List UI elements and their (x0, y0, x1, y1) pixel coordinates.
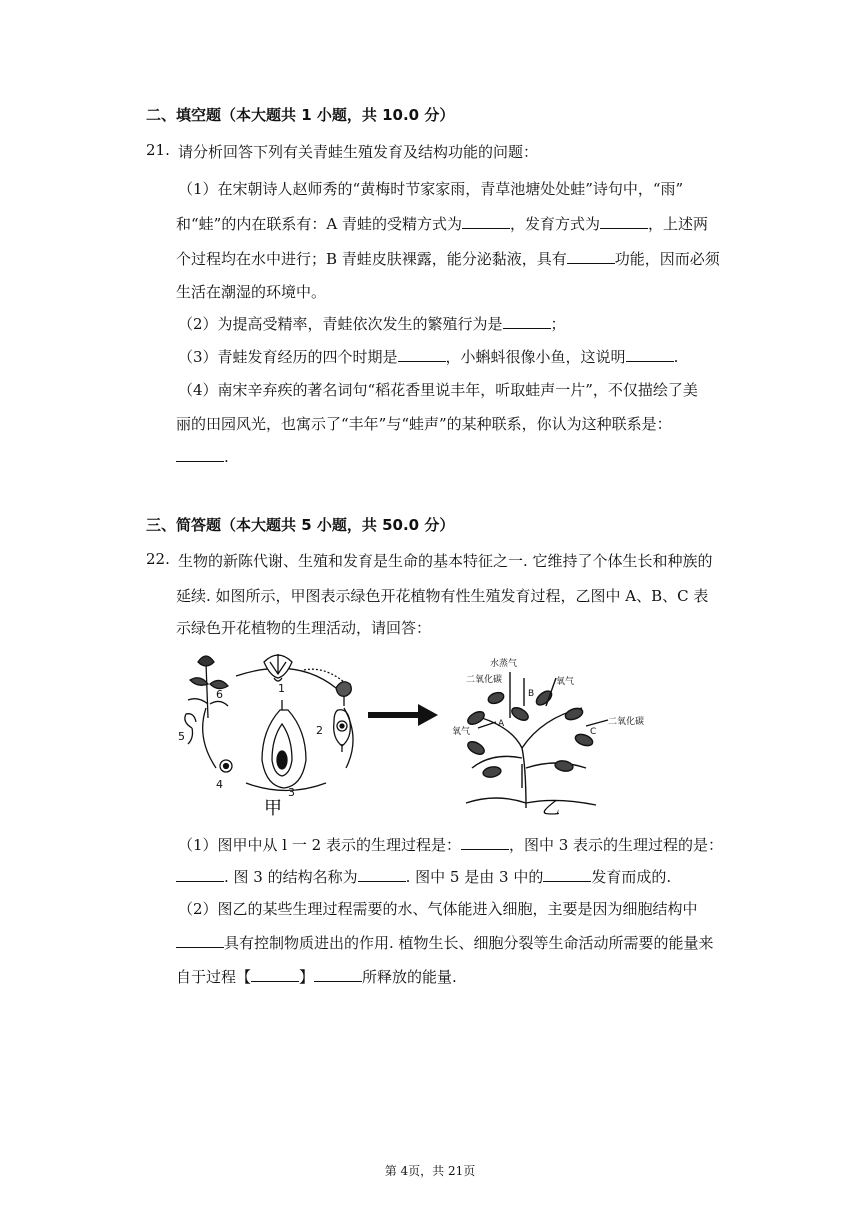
answer-blank[interactable] (314, 967, 362, 982)
answer-blank[interactable] (251, 967, 299, 982)
section-title-fill-in: 二、填空题（本大题共 1 小题，共 10.0 分） (146, 106, 455, 124)
answer-blank[interactable] (503, 314, 551, 329)
answer-blank[interactable] (358, 867, 406, 882)
pistil-icon (336, 682, 351, 706)
answer-blank[interactable] (176, 933, 224, 948)
q21-part1-line-a: （1）在宋朝诗人赵师秀的“黄梅时节家家雨，青草池塘处处蛙”诗句中，“雨” (178, 180, 684, 198)
q22-part1-line-a: （1）图甲中从 l 一 2 表示的生理过程是： ，图中 3 表示的生理过程的是： (178, 836, 724, 854)
co2-label-right: 二氧化碳 (608, 717, 645, 727)
letter-c-label: C (590, 727, 597, 737)
big-arrow-icon (368, 704, 438, 726)
q21-part1-line-b: 和“蛙”的内在联系有：A 青蛙的受精方式为 ，发育方式为 ，上述两 (176, 215, 708, 233)
yi-label: 乙 (542, 798, 560, 818)
question-21-stem: 请分析回答下列有关青蛙生殖发育及结构功能的问题： (178, 143, 539, 161)
q22-part2-line-a: （2）图乙的某些生理过程需要的水、气体能进入细胞，主要是因为细胞结构中 (178, 900, 698, 918)
q21-part1-line-d: 生活在潮湿的环境中。 (176, 283, 327, 301)
jia-label: 甲 (264, 798, 282, 818)
q21-part3-line: （3）青蛙发育经历的四个时期是 ，小蝌蚪很像小鱼，这说明 . (178, 348, 679, 366)
answer-blank[interactable] (461, 835, 509, 850)
cycle-number-4: 4 (216, 778, 223, 791)
answer-blank[interactable] (176, 447, 224, 462)
answer-blank[interactable] (398, 347, 446, 362)
page-footer: 第 4页，共 21页 (384, 1164, 476, 1178)
cycle-number-5: 5 (178, 730, 185, 743)
q22-stem-line-c: 示绿色开花植物的生理活动，请回答： (176, 619, 432, 637)
co2-out-arrow (586, 720, 608, 726)
seedling-icon (185, 714, 196, 744)
q21-part4-line-b: 丽的田园风光，也寓示了“丰年”与“蛙声”的某种联系，你认为这种联系是： (176, 415, 672, 433)
oxygen-in-arrow (478, 722, 496, 728)
q22-part2-line-b: 具有控制物质进出的作用. 植物生长、细胞分裂等生命活动所需要的能量来 (176, 932, 714, 953)
section-title-short-answer: 三、简答题（本大题共 5 小题，共 50.0 分） (146, 516, 455, 534)
answer-blank[interactable] (543, 867, 591, 882)
cycle-number-3: 3 (288, 786, 295, 799)
cycle-number-1: 1 (278, 682, 285, 695)
letter-a-label: A (498, 719, 505, 729)
answer-blank[interactable] (176, 867, 224, 882)
oxygen-label-right: 氧气 (556, 677, 575, 687)
jia-diagram (185, 654, 353, 791)
q22-stem-line-b: 延续. 如图所示，甲图表示绿色开花植物有性生殖发育过程，乙图中 A、B、C 表 (176, 587, 709, 605)
co2-label-left: 二氧化碳 (466, 675, 503, 685)
answer-blank[interactable] (600, 214, 648, 229)
question-number-22: 22. (146, 550, 170, 568)
plant-diagram-figure (176, 648, 666, 818)
cycle-number-6: 6 (216, 688, 223, 701)
oxygen-label-left: 氧气 (452, 727, 471, 737)
q22-stem-line-a: 生物的新陈代谢、生殖和发育是生命的基本特征之一. 它维持了个体生长和种族的 (178, 552, 713, 570)
q21-part4-line-c: . (176, 447, 229, 466)
flowering-plant-icon (188, 656, 228, 718)
water-vapor-label: 水蒸气 (490, 659, 518, 669)
plant-branches (472, 708, 586, 808)
answer-blank[interactable] (626, 347, 674, 362)
fertilization-ovule-icon (262, 700, 306, 788)
q22-part1-line-b: . 图 3 的结构名称为 . 图中 5 是由 3 中的 发育而成的. (176, 866, 671, 887)
answer-blank[interactable] (462, 214, 510, 229)
question-number-21: 21. (146, 141, 170, 159)
answer-blank[interactable] (567, 249, 615, 264)
seed-icon (220, 760, 232, 772)
yi-diagram (466, 672, 608, 808)
letter-b-label: B (528, 689, 535, 699)
q21-part4-line-a: （4）南宋辛弃疾的著名词句“稻花香里说丰年，听取蛙声一片”，不仅描绘了美 (178, 381, 698, 399)
q21-part1-line-c: 个过程均在水中进行；B 青蛙皮肤裸露，能分泌黏液，具有 功能，因而必须 (176, 250, 720, 268)
q21-part2-line: （2）为提高受精率，青蛙依次发生的繁殖行为是 ； (178, 315, 566, 333)
ground-line (466, 798, 596, 805)
flower-icon (264, 654, 292, 681)
cycle-number-2: 2 (316, 724, 323, 737)
q22-part2-line-c: 自于过程【 】 所释放的能量. (176, 968, 457, 986)
